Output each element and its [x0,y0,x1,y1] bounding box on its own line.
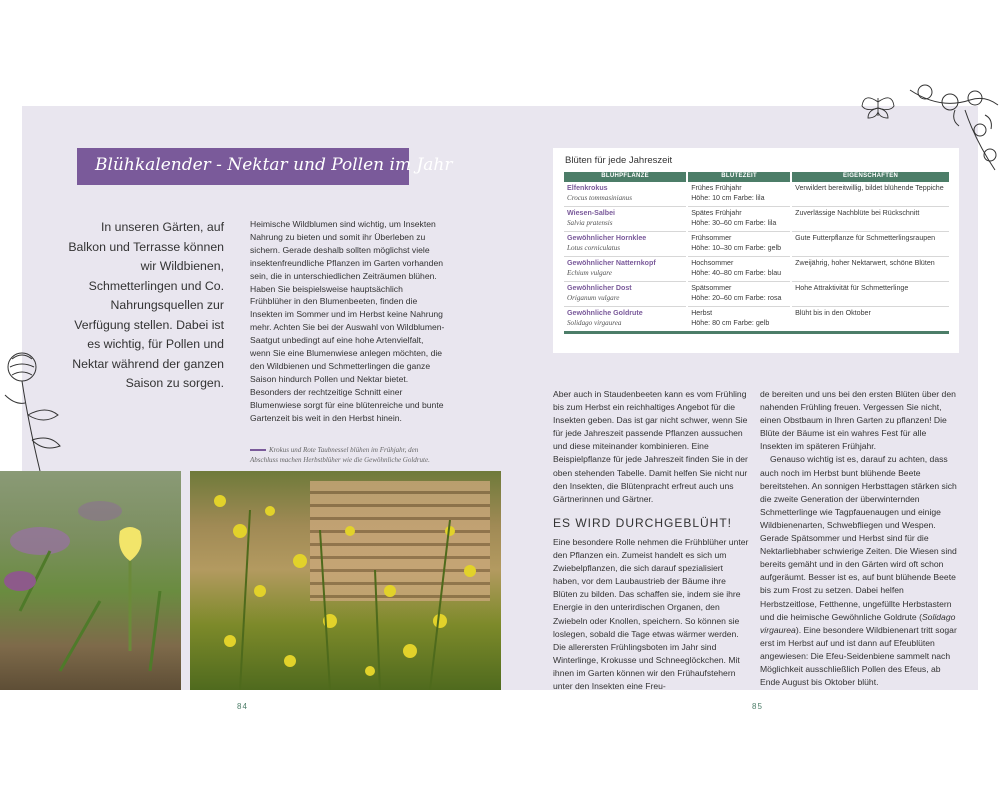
plant-properties: Gute Futterpflanze für Schmetterlingsraupen [791,232,949,257]
plant-properties: Blüht bis in den Oktober [791,307,949,333]
table-row [564,282,949,307]
header-time: BLÜTEZEIT [687,172,791,182]
plant-details: Höhe: 10 cm Farbe: lila [691,193,765,202]
plant-latin: Lotus corniculatus [567,243,621,252]
paragraph-text: Genauso wichtig ist es, darauf zu achten, dass auch noch im Herbst bunt blühende Beete bereitstehen. An sonnigen Herbsttagen stärken sich die zweite Generation der überwinternden Schmetterlinge wie Tagpfauenaugen und einige Wildbienenarten, Schwebfliegen und Wespen. Gerade Spätsommer und Herbst sind für die Nektarliebhaber schwierige Zeiten. Die Wiesen sind bereits gemäht und in den Gärten wird oft schon aufgeräumt. Besser ist es, auf bunt blühende Beete bis zum Frost zu setzen. Dabei helfen Herbstzeitlose, Fetthenne, ungefüllte Herbstastern und die heimische Gewöhnliche Goldrute ( [760,454,957,622]
paragraph: de bereiten und uns bei den ersten Blüten über den nahenden Frühling freuen. Vergessen Sie nicht, einen Obstbaum in Ihren Garten zu pflanzen! Die Blüte der Bäume ist ein wahres Fest für alle Insekten im späteren Frühjahr. [760,389,956,452]
plant-properties: Zuverlässige Nachblüte bei Rückschnitt [791,207,949,232]
page-title: Blühkalender - Nektar und Pollen im Jahr [95,155,453,175]
plant-details: Höhe: 20–60 cm Farbe: rosa [691,293,782,302]
table-header-row [564,172,949,182]
bloom-time: Spätsommer [691,284,732,292]
plant-properties: Zweijährig, hoher Nektarwert, schöne Blüten [791,257,949,282]
bloom-time: Spätes Frühjahr [691,209,742,217]
bloom-time: Herbst [691,309,713,317]
title-banner [77,148,453,185]
plant-latin: Crocus tommasinianus [567,193,632,202]
body-column-1: Heimische Wildblumen sind wichtig, um Insekten Nahrung zu bieten und somit ihr Überleben zu sichern. Gerade deshalb sollten möglichst viele insektenfreundliche Pflanzen im Garten vorhanden sein, die in unterschiedlichen Zeiträumen blühen. Haben Sie beispielsweise hauptsächlich Frühblüher in den Blumenbeeten, finden die Insekten im Sommer und im Herbst keine Nahrung mehr. Achten Sie bei der Auswahl von Wildblumen-Saatgut unbedingt auf eine hohe Artenvielfalt, wenn Sie eine Blumenwiese anlegen möchten, die den Wildbienen und Schmetterlingen die ganze Saison hindurch Pollen und Nektar bietet. Besonders der rechtzeitige Schnitt einer Blumenwiese sorgt für eine blütenreiche und bunte Gartenzeit bis weit in den Herbst hinein. [250,219,445,423]
paragraph-text: ). Eine besondere Wildbienenart tritt sogar erst im Herbst auf und ist dann auf Efeublüten angewiesen: Die Efeu-Seidenbiene sammelt nach Möglichkeit ausschließlich Pollen des Efeus, ab Ende August bis Oktober blüht. [760,624,957,688]
page-number-right: 85 [752,702,763,711]
table-row [564,182,949,207]
table-title: Blüten für jede Jahreszeit [565,155,673,166]
bloom-time: Frühes Frühjahr [691,184,742,192]
plant-details: Höhe: 80 cm Farbe: gelb [691,318,770,327]
plant-details: Höhe: 30–60 cm Farbe: lila [691,218,777,227]
section-heading: ES WIRD DURCHGEBLÜHT! [553,516,733,530]
table-row [564,257,949,282]
plant-properties: Hohe Attraktivität für Schmetterlinge [791,282,949,307]
intro-text: In unseren Gärten, auf Balkon und Terrasse können wir Wildbienen, Schmetterlingen und Co. Nahrungsquellen zur Verfügung stellen. Dabei ist es wichtig, für Pollen und Nektar während der ganzen Saison zu sorgen. [68,220,224,390]
plant-latin: Salvia pratensis [567,218,613,227]
header-plant: BLÜHPFLANZE [564,172,687,182]
plant-name: Elfenkrokus [567,184,608,192]
page-number-left: 84 [237,702,248,711]
body-column-2b: Eine besondere Rolle nehmen die Frühblüher unter den Pflanzen ein. Zumeist handelt es sich um Zwiebelpflanzen, die sich darauf spezialisiert haben, vor dem Laubaustrieb der Bäume ihre Blüten zu bilden. Das schaffen sie, indem sie ihre Energie in den unterirdischen Organen, den Zwiebeln oder Knollen, speichern. So können sie loslegen, sobald die Tage etwas wärmer werden. Die allerersten Frühlingsboten im Jahr sind Winterlinge, Krokusse und Schneeglöckchen. Mit ihnen im Garten können wir den Frühaufstehern unter den Insekten eine Freu- [553,537,749,692]
bloom-table-card [553,148,959,353]
plant-name: Wiesen-Salbei [567,209,616,217]
latin-name: Solidago virgaurea [760,611,956,635]
plant-latin: Solidago virgaurea [567,318,622,327]
bloom-table [564,172,949,334]
goldenrod-photo [190,471,501,690]
plant-details: Höhe: 10–30 cm Farbe: gelb [691,243,782,252]
header-props: EIGENSCHAFTEN [791,172,949,182]
photo-caption [250,446,446,465]
table-row [564,307,949,333]
table-row [564,207,949,232]
plant-details: Höhe: 40–80 cm Farbe: blau [691,268,782,277]
plant-latin: Echium vulgare [567,268,612,277]
plant-latin: Origanum vulgare [567,293,620,302]
plant-name: Gewöhnlicher Natternkopf [567,259,656,267]
body-column-2: Aber auch in Staudenbeeten kann es vom Frühling bis zum Herbst ein reichhaltiges Angebot für die Insekten geben. Das ist gar nicht schwer, wenn Sie für jede Jahreszeit passende Pflanzen aussuchen und diese miteinander kombinieren. Eine Beispielpflanze für jede Jahreszeit finden Sie in der oben stehenden Tabelle. Damit helfen Sie nicht nur den Insekten, die Blütenpracht erfreut auch uns Gärtnerinnen und Gärtner. [553,389,748,504]
paragraph [760,453,958,689]
crocus-photo [0,471,181,690]
body-column-3 [760,388,958,689]
table-row [564,232,949,257]
plant-name: Gewöhnlicher Hornklee [567,234,647,242]
caption-text: Krokus und Rote Taubnessel blühen im Frühjahr, den Abschluss machen Herbstblüher wie die Gewöhnliche Goldrute. [250,446,430,464]
bloom-time: Frühsommer [691,234,732,242]
clover-flower-illustration-icon [0,345,70,475]
bloom-time: Hochsommer [691,259,734,267]
plant-name: Gewöhnliche Goldrute [567,309,643,317]
plant-name: Gewöhnlicher Dost [567,284,632,292]
plant-properties: Verwildert bereitwillig, bildet blühende Teppiche [791,182,949,207]
butterfly-illustration-icon [860,92,896,122]
caption-marker [250,449,266,451]
